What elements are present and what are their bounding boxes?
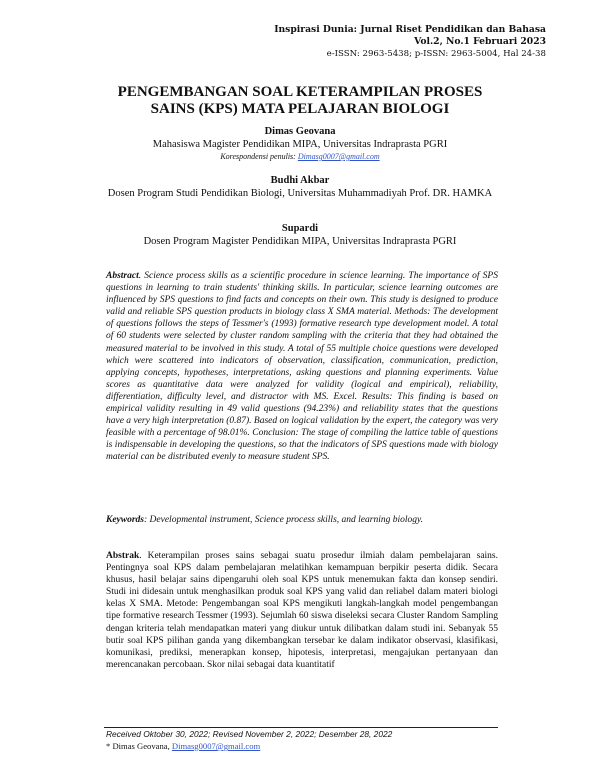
title-line-1: PENGEMBANGAN SOAL KETERAMPILAN PROSES (117, 84, 483, 100)
author-block-1 (60, 125, 540, 163)
abstract-label: Abstract (106, 271, 139, 281)
abstract-indonesian (106, 550, 498, 671)
keywords-text: : Developmental instrument, Science process skills, and learning biology. (144, 515, 424, 525)
abstract-text: . Science process skills as a scientific procedure in science learning. The importance of SPS questions in learning to train students' thinking skills. In particular, science learning outcomes are influenced by SPS questions to find facts and concepts on their own. This study is designed to produce valid and reliable SPS question products in biology class X SMA material. Methods: The development of questions follows the steps of Tessmer's (1993) formative research type development model. A total of 60 students were selected by cluster random sampling with the criteria that they had obtained the measured material to be involved in this study. A total of 55 multiple choice questions were developed which were scattered into indicators of observation, classification, communication, prediction, applying concepts, hypotheses, interpretations, asking questions and planning experiments. Value scores as quantitative data were analyzed for validity (logical and empirical), reliability, differentiation, difficulty level, and distractor with MS. Excel. Results: This finding is based on empirical validity resulting in 49 valid questions (94.23%) and reliability states that the questions have a very high interpretation (0.87). Based on logical validation by the expert, the category was very feasible with a percentage of 98.01%. Conclusion: The stage of compiling the lattice table of questions is indispensable in developing the questions, so that the indicators of SPS questions made with biology material can be distributed evenly to measure student SPS. (106, 271, 498, 463)
author-affiliation: Dosen Program Studi Pendidikan Biologi, Universitas Muhammadiyah Prof. DR. HAMKA (107, 188, 493, 199)
correspondence-line (60, 151, 540, 163)
correspondence-email-link[interactable]: Dimasg0007@gmail.com (297, 152, 380, 161)
abstrak-text: . Keterampilan proses sains sebagai suatu prosedur ilmiah dalam pembelajaran sains. Pentingnya soal KPS dalam pembelajaran melatihkan kemampuan berpikir peserta didik. Secara khusus, hasil belajar sains dipengaruhi oleh soal KPS untuk menemukan fakta dan konsep sendiri. Studi ini didesain untuk menghasilkan produk soal KPS yang valid dan reliabel dalam materi biologi kelas X SMA. Metode: Pengembangan soal KPS mengikuti langkah-langkah model pengembangan tipe formative research Tessmer (1993). Sejumlah 60 siswa diseleksi secara Cluster Random Sampling dengan kriteria telah mendapatkan materi yang diukur untuk dilibatkan dalam studi ini. Sebanyak 55 butir soal KPS pilihan ganda yang dikembangkan tersebar ke dalam indikator observasi, klasifikasi, komunikasi, prediksi, menerapkan konsep, hipotesis, interpretasi, mengajukan pertanyaan dan merencanakan percobaan. Skor nilai sebagai data kuantitatif (106, 551, 498, 670)
title-line-2: SAINS (KPS) MATA PELAJARAN BIOLOGI (150, 101, 450, 117)
author-affiliation: Dosen Program Magister Pendidikan MIPA, Universitas Indraprasta PGRI (143, 236, 457, 247)
paper-title (60, 84, 540, 118)
author-name: Budhi Akbar (270, 175, 330, 186)
author-block-2 (60, 174, 540, 200)
abstract-english (106, 270, 498, 464)
received-dates: Received Oktober 30, 2022; Revised November 2, 2022; Desember 28, 2022 (106, 729, 393, 739)
keywords (106, 514, 498, 526)
author-name: Supardi (281, 223, 319, 234)
abstrak-label: Abstrak (106, 551, 140, 561)
correspondence-label: Korespondensi penulis: (220, 152, 298, 161)
footnote-email-link[interactable]: Dimasg0007@gmail.com (171, 741, 261, 751)
footer-divider (104, 727, 498, 728)
footnote-prefix: * Dimas Geovana, (106, 741, 172, 751)
journal-header (274, 24, 546, 60)
journal-volume: Vol.2, No.1 Februari 2023 (414, 36, 546, 47)
keywords-label: Keywords (106, 515, 144, 525)
author-block-3 (60, 222, 540, 248)
journal-name: Inspirasi Dunia: Jurnal Riset Pendidikan dan Bahasa (274, 24, 546, 35)
author-affiliation: Mahasiswa Magister Pendidikan MIPA, Universitas Indraprasta PGRI (152, 139, 448, 150)
journal-issn: e-ISSN: 2963-5438; p-ISSN: 2963-5004, Hal 24-38 (326, 49, 546, 59)
author-name: Dimas Geovana (264, 126, 336, 137)
author-footnote (106, 741, 260, 752)
